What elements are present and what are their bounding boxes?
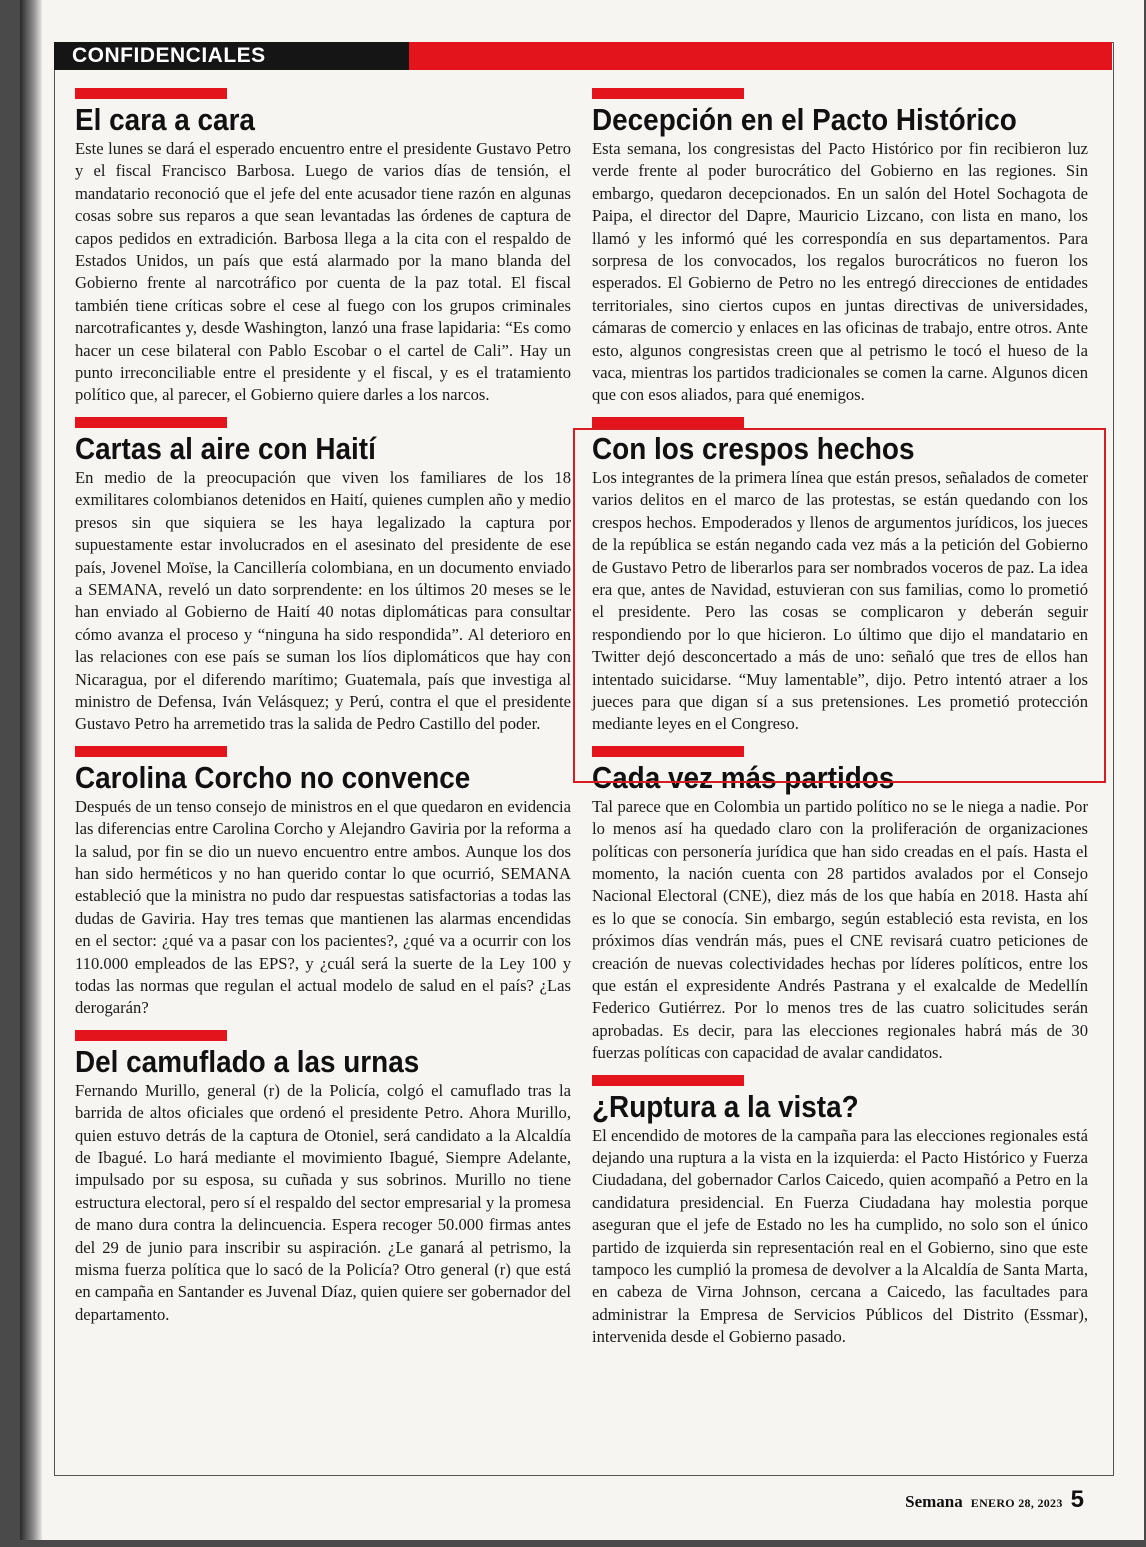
magazine-name: Semana bbox=[905, 1492, 963, 1511]
page-number: 5 bbox=[1070, 1486, 1084, 1513]
article-decepcion-pacto bbox=[592, 88, 1088, 407]
highlight-box bbox=[573, 428, 1106, 783]
article-body: Fernando Murillo, general (r) de la Policía, colgó el camuflado tras la barrida de altos oficiales que ordenó el presidente Petro. Ahora Murillo, quien estuvo detrás de la captura de Otoniel, será candidato a la Alcaldía de Ibagué. Lo hará mediante el movimiento Ibagué, Siempre Adelante, impulsado por su esposa, su cuñada y sus sobrinos. Murillo no tiene estructura electoral, pero sí el respaldo del sector empresarial y la promesa de mano dura contra la delincuencia. Espera recoger 50.000 firmas antes del 29 de junio para inscribir su aspiración. ¿Le ganará al petrismo, la misma fuerza política que lo sacó de la Policía? Otro general (r) que está en campaña en Santander es Juvenal Díaz, quien quiere ser gobernador del departamento. bbox=[75, 1080, 571, 1324]
magazine-page bbox=[20, 0, 1144, 1540]
section-header-red-bar bbox=[409, 42, 1112, 70]
section-header bbox=[54, 42, 1112, 70]
article-red-bar bbox=[75, 417, 227, 428]
article-red-bar bbox=[75, 746, 227, 757]
article-carolina-corcho bbox=[75, 746, 571, 1020]
article-title: Cada vez más partidos bbox=[592, 759, 895, 795]
article-red-bar bbox=[592, 417, 744, 428]
article-cada-vez-mas-partidos bbox=[592, 746, 1088, 1065]
article-title: Decepción en el Pacto Histórico bbox=[592, 102, 1017, 137]
article-body: Esta semana, los congresistas del Pacto Histórico por fin recibieron luz verde frente al poder burocrático del Gobierno en las regiones. Sin embargo, quedaron decepcionados. En un salón del Hotel Sochagota de Paipa, el director del Dapre, Mauricio Lizcano, con lista en mano, los llamó y les informó qué les correspondía en sus departamentos. Para sorpresa de los convocados, los regalos burocráticos no fueron los esperados. El Gobierno de Petro no les entregó direcciones de entidades territoriales, sino ciertos cupos en juntas directivas de universidades, cámaras de comercio y enlaces en las oficinas de trabajo, entre otros. Ante esto, algunos congresistas creen que al petrismo le tocó el hueso de la vaca, mientras los partidos tradicionales se comen la carne. Algunos dicen que con esos aliados, para qué enemigos. bbox=[592, 139, 1088, 405]
article-title: ¿Ruptura a la vista? bbox=[592, 1088, 859, 1124]
article-title: Cartas al aire con Haití bbox=[75, 430, 376, 466]
article-body: Tal parece que en Colombia un partido político no se le niega a nadie. Por lo menos así ha quedado claro con la proliferación de organizaciones políticas con personería jurídica que han sido creadas en el país. Hasta el momento, la nación cuenta con 28 partidos avalados por el Consejo Nacional Electoral (CNE), diez más de los que había en 2018. Hasta ahí es lo que se conocía. Sin embargo, según estableció esta revista, en los próximos días vendrán más, pues el CNE revisará cuatro peticiones de creación de nuevas colectividades hechas por líderes políticos, entre los que están el expresidente Andrés Pastrana y el exalcalde de Medellín Federico Gutiérrez. Por lo menos tres de las cuatro solicitudes serán aprobadas. Es decir, para las elecciones regionales habrá más de 30 fuerzas políticas con capacidad de avalar candidatos. bbox=[592, 796, 1088, 1063]
section-label: CONFIDENCIALES bbox=[54, 42, 409, 70]
article-red-bar bbox=[75, 1030, 227, 1041]
article-title: Del camuflado a las urnas bbox=[75, 1043, 420, 1079]
left-column bbox=[75, 88, 571, 1336]
article-ruptura-a-la-vista bbox=[592, 1075, 1088, 1349]
page-binding-shadow bbox=[20, 0, 42, 1540]
article-el-cara-a-cara bbox=[75, 88, 571, 407]
article-title: El cara a cara bbox=[75, 102, 255, 137]
issue-date: ENERO 28, 2023 bbox=[970, 1496, 1063, 1510]
article-title: Con los crespos hechos bbox=[592, 430, 915, 466]
article-cartas-al-aire bbox=[75, 417, 571, 736]
article-red-bar bbox=[592, 88, 744, 99]
article-body: Este lunes se dará el esperado encuentro entre el presidente Gustavo Petro y el fiscal Francisco Barbosa. Luego de varios días de tensión, el mandatario reconoció que el jefe del ente acusador tiene razón en algunas cosas sobre sus reparos a que sean levantadas las órdenes de captura de capos pedidos en extradición. Barbosa llega a la cita con el respaldo de Estados Unidos, un país que está alarmado por la mano blanda del Gobierno frente al narcotráfico por cuenta de la paz total. El fiscal también tiene críticas sobre el cese al fuego con los grupos criminales narcotraficantes y, desde Washington, lanzó una frase lapidaria: “Es como hacer un cese bilateral con Pablo Escobar o el cartel de Cali”. Hay un punto irreconciliable entre el presidente y el fiscal, y es el tratamiento político que, al parecer, el Gobierno quiere darles a los narcos. bbox=[75, 139, 571, 405]
article-body: En medio de la preocupación que viven los familiares de los 18 exmilitares colombianos detenidos en Haití, quienes cumplen año y medio presos sin que siquiera se les haya legalizado la captura por supuestamente estar involucrados en el asesinato del presidente de ese país, Jovenel Moïse, la Cancillería colombiana, en un documento enviado a SEMANA, reveló un dato sorprendente: en los últimos 20 meses se le han enviado al Gobierno de Haití 40 notas diplomáticas para consultar cómo avanza el proceso y “ninguna ha sido respondida”. Al deterioro en las relaciones con ese país se suman los líos diplomáticos que hay con Nicaragua, por el diferendo marítimo; Guatemala, país que investiga al ministro de Defensa, Iván Velásquez; y Perú, contra el que el presidente Gustavo Petro ha arremetido tras la salida de Pedro Castillo del poder. bbox=[75, 467, 571, 734]
article-body: Después de un tenso consejo de ministros en el que quedaron en evidencia las diferencias entre Carolina Corcho y Alejandro Gaviria por la reforma a la salud, por fin se dio un nuevo encuentro entre ambos. Aunque los dos han sido herméticos y no han querido contar lo que ocurrió, SEMANA estableció que la ministra no pudo dar respuestas satisfactorias a todas las dudas de Gaviria. Hay tres temas que mantienen las alarmas encendidas en el sector: ¿qué va a pasar con los pacientes?, ¿qué va a ocurrir con los 110.000 empleados de las EPS?, y ¿cuál será la suerte de la Ley 100 y todas las normas que regulan el actual modelo de salud en el país? ¿Las derogarán? bbox=[75, 796, 571, 1018]
article-body: Los integrantes de la primera línea que están presos, señalados de cometer varios delitos en el marco de las protestas, se están quedando con los crespos hechos. Empoderados y llenos de argumentos jurídicos, los jueces de la república se están negando cada vez más a la petición del Gobierno de Gustavo Petro de liberarlos para ser nombrados voceros de paz. La idea era que, antes de Navidad, estuvieran con sus familias, como lo prometió el presidente. Pero las cosas se complicaron y deberán seguir respondiendo por lo que hicieron. Lo último que dijo el mandatario en Twitter dejó desconcertado a más de uno: señaló que tres de ellos han intentado suicidarse. “Muy lamentable”, dijo. Petro intentó atraer a los jueces para que digan sí a sus pretensiones. Les prometió protección mediante leyes en el Congreso. bbox=[592, 467, 1088, 734]
article-red-bar bbox=[75, 88, 227, 99]
article-del-camuflado bbox=[75, 1030, 571, 1326]
article-title: Carolina Corcho no convence bbox=[75, 759, 471, 795]
page-footer bbox=[905, 1486, 1084, 1514]
article-body: El encendido de motores de la campaña para las elecciones regionales está dejando una ruptura a la vista en la izquierda: el Pacto Histórico y Fuerza Ciudadana, del gobernador Carlos Caicedo, quien acompañó a Petro en la candidatura presidencial. En Fuerza Ciudadana hay molestia porque aseguran que el jefe de Estado no les ha cumplido, no solo son el único partido de izquierda sin representación real en el Gobierno, sino que este tampoco les cumplió la promesa de devolver a la Alcaldía de Santa Marta, en cabeza de Virna Johnson, cercana a Caicedo, las facultades para administrar la Empresa de Servicios Públicos del Distrito (Essmar), intervenida desde el Gobierno pasado. bbox=[592, 1125, 1088, 1347]
article-red-bar bbox=[592, 1075, 744, 1086]
